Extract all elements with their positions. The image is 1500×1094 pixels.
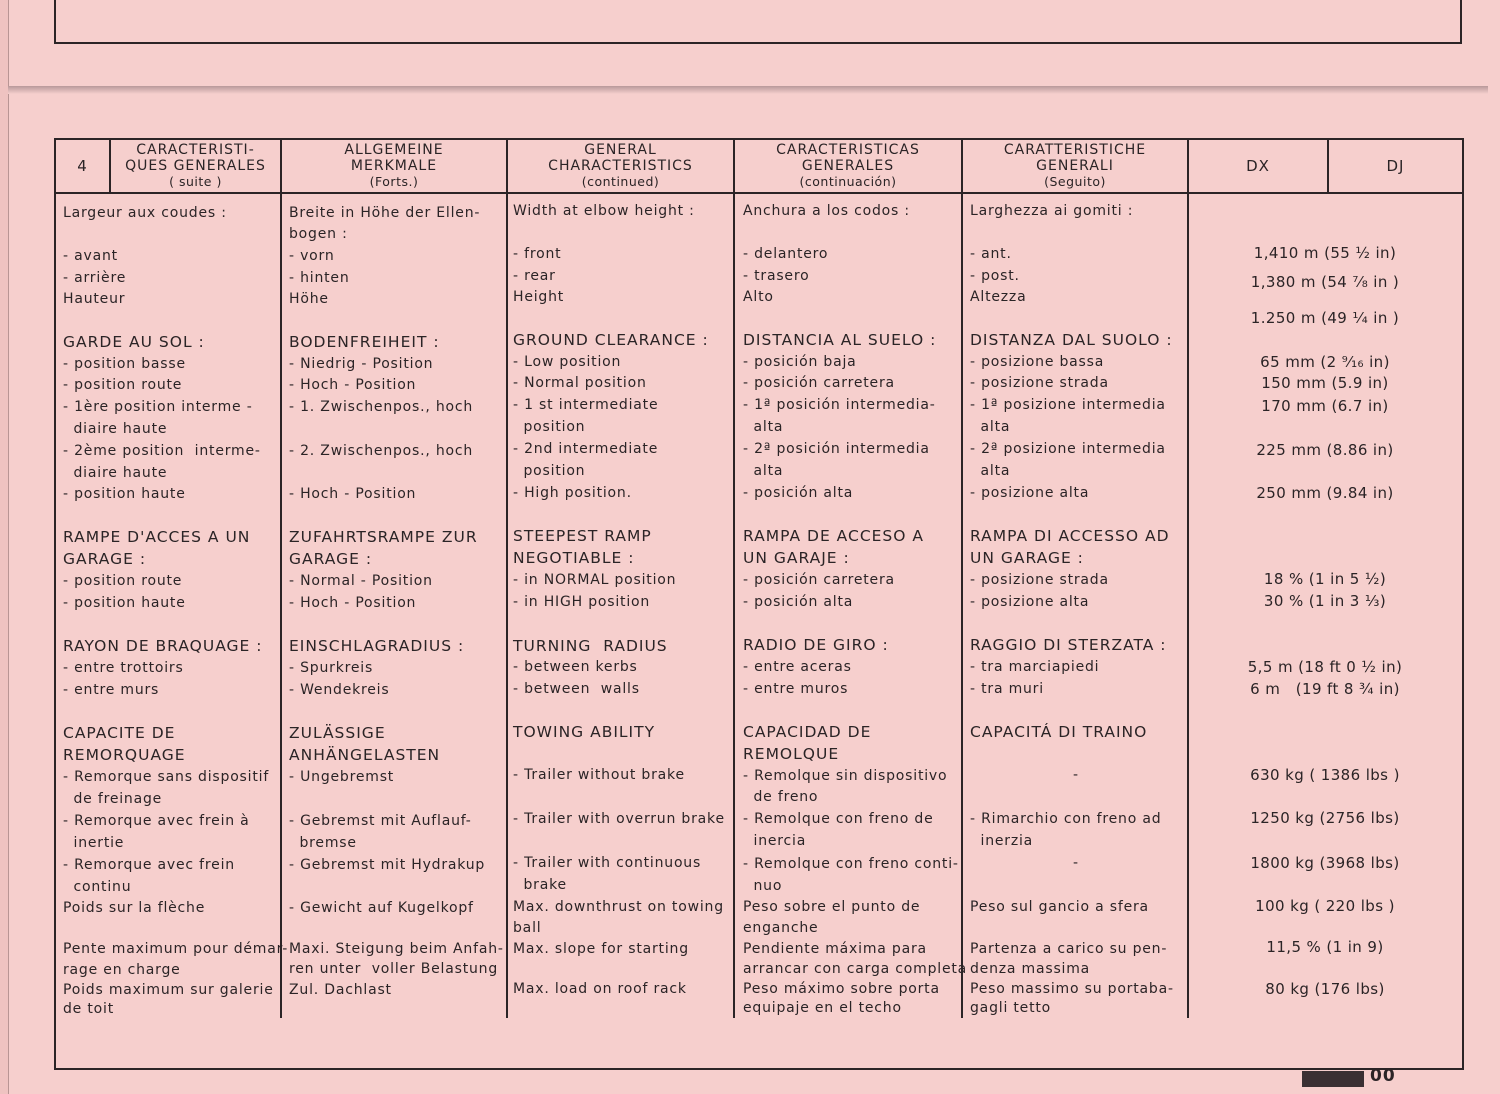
row-label: Höhe	[289, 291, 329, 307]
section-heading: RADIO DE GIRO :	[743, 636, 889, 654]
row-label: Max. downthrust on towing	[513, 899, 724, 915]
section-heading: TOWING ABILITY	[513, 723, 656, 741]
row-label: Poids maximum sur galerie	[63, 982, 274, 998]
spec-value: 5,5 m (18 ft 0 ½ in)	[1247, 658, 1403, 676]
row-label: Altezza	[970, 289, 1027, 305]
row-label: alta	[743, 463, 784, 479]
row-label: - entre murs	[63, 682, 160, 698]
row-label: - hinten	[289, 270, 350, 286]
section-heading: RAMPA DI ACCESSO AD	[970, 527, 1170, 545]
row-label: diaire haute	[63, 421, 168, 437]
row-label: Partenza a carico su pen-	[970, 941, 1168, 957]
row-label: - in NORMAL position	[513, 572, 677, 588]
row-label: Poids sur la flèche	[63, 900, 206, 916]
row-label: Hauteur	[63, 291, 126, 307]
section-heading: ZULÄSSIGE	[289, 724, 386, 742]
section-heading: UN GARAGE :	[970, 549, 1084, 567]
header-de: ALLGEMEINE MERKMALE (Forts.)	[344, 142, 444, 189]
row-label: bogen :	[289, 226, 348, 242]
row-label: - Low position	[513, 354, 622, 370]
spec-value: 18 % (1 in 5 ½)	[1263, 570, 1387, 588]
spec-value: 250 mm (9.84 in)	[1256, 484, 1394, 502]
row-label: - in HIGH position	[513, 594, 651, 610]
row-label: - Remolque con freno conti-	[743, 856, 959, 872]
row-label: equipaje en el techo	[743, 1000, 902, 1016]
spec-value: 1,410 m (55 ½ in)	[1253, 244, 1397, 262]
row-label: - posizione alta	[970, 594, 1090, 610]
section-heading: CAPACITÁ DI TRAINO	[970, 723, 1148, 741]
row-label: - Hoch - Position	[289, 595, 417, 611]
column-divider	[733, 140, 735, 1018]
row-label: - 2nd intermediate	[513, 441, 659, 457]
row-label: -	[1073, 855, 1079, 871]
spec-value: 170 mm (6.7 in)	[1261, 397, 1389, 415]
row-label: Breite in Höhe der Ellen-	[289, 205, 481, 221]
row-label: - position basse	[63, 356, 186, 372]
section-heading: GARAGE :	[289, 550, 373, 568]
row-label: - tra muri	[970, 681, 1044, 697]
row-label: - posición alta	[743, 594, 854, 610]
section-heading: RAYON DE BRAQUAGE :	[63, 637, 263, 655]
row-label: Height	[513, 289, 565, 305]
row-label: arrancar con carga completa	[743, 961, 968, 977]
row-label: -	[1073, 767, 1079, 783]
column-divider	[280, 140, 282, 1018]
spec-value: 100 kg ( 220 lbs )	[1255, 897, 1395, 915]
row-label: - 2. Zwischenpos., hoch	[289, 443, 474, 459]
section-heading: REMORQUAGE	[63, 746, 186, 764]
row-label: Peso massimo su portaba-	[970, 981, 1174, 997]
row-label: Max. load on roof rack	[513, 981, 687, 997]
spec-value: 30 % (1 in 3 ⅓)	[1263, 592, 1387, 610]
row-label: - Trailer without brake	[513, 767, 685, 783]
row-label: - 1 st intermediate	[513, 397, 659, 413]
section-heading: STEEPEST RAMP	[513, 527, 652, 545]
row-label: diaire haute	[63, 465, 168, 481]
row-label: nuo	[743, 878, 783, 894]
row-label: - Remorque sans dispositif	[63, 769, 270, 785]
row-label: - ant.	[970, 246, 1012, 262]
row-label: - Spurkreis	[289, 660, 374, 676]
row-label: gagli tetto	[970, 1000, 1052, 1016]
section-heading: DISTANCIA AL SUELO :	[743, 331, 937, 349]
section-heading: DISTANZA DAL SUOLO :	[970, 331, 1173, 349]
row-label: Alto	[743, 289, 774, 305]
section-heading: RAMPE D'ACCES A UN	[63, 528, 251, 546]
section-heading: REMOLQUE	[743, 745, 840, 763]
spec-value: 630 kg ( 1386 lbs )	[1250, 766, 1400, 784]
row-label: - rear	[513, 268, 556, 284]
row-label: Max. slope for starting	[513, 941, 689, 957]
row-label: - position route	[63, 573, 183, 589]
row-label: denza massima	[970, 961, 1091, 977]
row-label: alta	[743, 419, 784, 435]
row-label: - Rimarchio con freno ad	[970, 811, 1162, 827]
row-label: enganche	[743, 920, 819, 936]
row-label: - Remorque avec frein	[63, 857, 235, 873]
row-label: - trasero	[743, 268, 810, 284]
row-label: - 2ème position interme-	[63, 443, 261, 459]
row-label: - Remolque con freno de	[743, 811, 934, 827]
row-label: Maxi. Steigung beim Anfah-	[289, 941, 504, 957]
row-label: - entre trottoirs	[63, 660, 184, 676]
row-label: - position haute	[63, 486, 186, 502]
row-label: - 1ère position interme -	[63, 399, 253, 415]
row-label: de freno	[743, 789, 819, 805]
row-label: - delantero	[743, 246, 829, 262]
section-number: 4	[77, 157, 88, 175]
row-label: - posizione bassa	[970, 354, 1105, 370]
row-label: inertie	[63, 835, 125, 851]
row-label: - vorn	[289, 248, 335, 264]
section-heading: CAPACITE DE	[63, 724, 176, 742]
section-heading: UN GARAJE :	[743, 549, 850, 567]
header-dx: DX	[1246, 157, 1270, 175]
spec-value: 225 mm (8.86 in)	[1256, 441, 1394, 459]
header-dj: DJ	[1386, 157, 1405, 175]
section-heading: EINSCHLAGRADIUS :	[289, 637, 465, 655]
row-label: position	[513, 463, 586, 479]
row-label: - 1. Zwischenpos., hoch	[289, 399, 474, 415]
row-label: - entre muros	[743, 681, 849, 697]
row-label: - Trailer with continuous	[513, 855, 702, 871]
row-label: - entre aceras	[743, 659, 852, 675]
row-label: rage en charge	[63, 962, 181, 978]
column-divider	[506, 140, 508, 1018]
spec-value: 1250 kg (2756 lbs)	[1250, 809, 1400, 827]
section-heading: CAPACIDAD DE	[743, 723, 872, 741]
header-es: CARACTERISTICAS GENERALES (continuación)	[776, 142, 920, 189]
row-label: brake	[513, 877, 567, 893]
section-heading: ANHÄNGELASTEN	[289, 746, 441, 764]
section-heading: GARAGE :	[63, 550, 147, 568]
row-label: - tra marciapiedi	[970, 659, 1100, 675]
row-label: - Remorque avec frein à	[63, 813, 250, 829]
row-label: continu	[63, 879, 132, 895]
row-label: - posición carretera	[743, 375, 895, 391]
row-label: Peso sobre el punto de	[743, 899, 921, 915]
row-label: alta	[970, 463, 1011, 479]
column-divider	[961, 140, 963, 1018]
row-label: de toit	[63, 1001, 114, 1017]
section-heading: BODENFREIHEIT :	[289, 333, 440, 351]
row-label: - Ungebremst	[289, 769, 395, 785]
section-heading: GROUND CLEARANCE :	[513, 331, 709, 349]
row-label: de freinage	[63, 791, 163, 807]
page-tab-marker	[1302, 1071, 1364, 1087]
row-label: - position haute	[63, 595, 186, 611]
row-label: - Wendekreis	[289, 682, 390, 698]
header-en: GENERAL CHARACTERISTICS (continued)	[548, 142, 693, 189]
row-label: inerzia	[970, 833, 1034, 849]
row-label: - Normal - Position	[289, 573, 433, 589]
column-divider	[1187, 140, 1189, 1018]
row-label: - position route	[63, 377, 183, 393]
section-heading: NEGOTIABLE :	[513, 549, 635, 567]
spec-value: 1.250 m (49 ¹⁄₄ in )	[1250, 309, 1400, 327]
spec-value: 11,5 % (1 in 9)	[1266, 938, 1384, 956]
row-label: Largeur aux coudes :	[63, 205, 227, 221]
section-heading: RAGGIO DI STERZATA :	[970, 636, 1167, 654]
row-label: - posizione strada	[970, 375, 1109, 391]
row-label: Zul. Dachlast	[289, 982, 392, 998]
row-label: - front	[513, 246, 562, 262]
row-label: alta	[970, 419, 1011, 435]
row-label: - posición alta	[743, 485, 854, 501]
row-label: - post.	[970, 268, 1020, 284]
row-label: Larghezza ai gomiti :	[970, 203, 1134, 219]
page-number: 00	[1370, 1066, 1396, 1086]
row-label: - Hoch - Position	[289, 486, 417, 502]
page-fold	[8, 86, 1488, 94]
row-label: - Normal position	[513, 375, 647, 391]
row-label: ren unter voller Belastung	[289, 961, 499, 977]
row-label: Peso máximo sobre porta	[743, 981, 940, 997]
row-label: - Gewicht auf Kugelkopf	[289, 900, 474, 916]
row-label: - posizione alta	[970, 485, 1090, 501]
row-label: - arrière	[63, 270, 127, 286]
row-label: Width at elbow height :	[513, 203, 695, 219]
spec-value: 1800 kg (3968 lbs)	[1250, 854, 1400, 872]
row-label: - avant	[63, 248, 118, 264]
row-label: - between kerbs	[513, 659, 638, 675]
row-label: - Gebremst mit Hydrakup	[289, 857, 486, 873]
row-label: Peso sul gancio a sfera	[970, 899, 1149, 915]
row-label: - Niedrig - Position	[289, 356, 434, 372]
section-heading: ZUFAHRTSRAMPE ZUR	[289, 528, 478, 546]
row-label: - Remolque sin dispositivo	[743, 768, 948, 784]
row-label: - 2ª posición intermedia	[743, 441, 930, 457]
row-label: Anchura a los codos :	[743, 203, 910, 219]
spec-value: 65 mm (2 ⁹⁄₁₆ in)	[1260, 353, 1390, 371]
row-label: - Trailer with overrun brake	[513, 811, 725, 827]
row-label: position	[513, 419, 586, 435]
row-label: - Gebremst mit Auflauf-	[289, 813, 472, 829]
row-label: Pendiente máxima para	[743, 941, 927, 957]
section-heading: RAMPA DE ACCESO A	[743, 527, 924, 545]
spec-value: 6 m (19 ft 8 ¾ in)	[1250, 680, 1400, 698]
row-label: bremse	[289, 835, 357, 851]
section-heading: TURNING RADIUS	[513, 637, 668, 655]
row-label: ball	[513, 920, 542, 936]
row-label: inercia	[743, 833, 807, 849]
spec-value: 150 mm (5.9 in)	[1261, 374, 1389, 392]
row-label: - posición carretera	[743, 572, 895, 588]
header-it: CARATTERISTICHE GENERALI (Seguito)	[1003, 142, 1147, 189]
header-fr: CARACTERISTI- QUES GENERALES ( suite )	[125, 142, 266, 189]
spec-value: 1,380 m (54 ⁷⁄₈ in )	[1250, 273, 1400, 291]
section-heading: GARDE AU SOL :	[63, 333, 205, 351]
row-label: - High position.	[513, 485, 632, 501]
row-label: Pente maximum pour démar-	[63, 941, 289, 957]
row-label: - 1ª posición intermedia-	[743, 397, 936, 413]
row-label: - posizione strada	[970, 572, 1109, 588]
row-label: - Hoch - Position	[289, 377, 417, 393]
row-label: - posición baja	[743, 354, 857, 370]
spec-value: 80 kg (176 lbs)	[1265, 980, 1385, 998]
row-label: - 2ª posizione intermedia	[970, 441, 1166, 457]
previous-table-frame	[54, 0, 1462, 44]
page-left-edge	[0, 0, 9, 1094]
row-label: - between walls	[513, 681, 640, 697]
row-label: - 1ª posizione intermedia	[970, 397, 1166, 413]
